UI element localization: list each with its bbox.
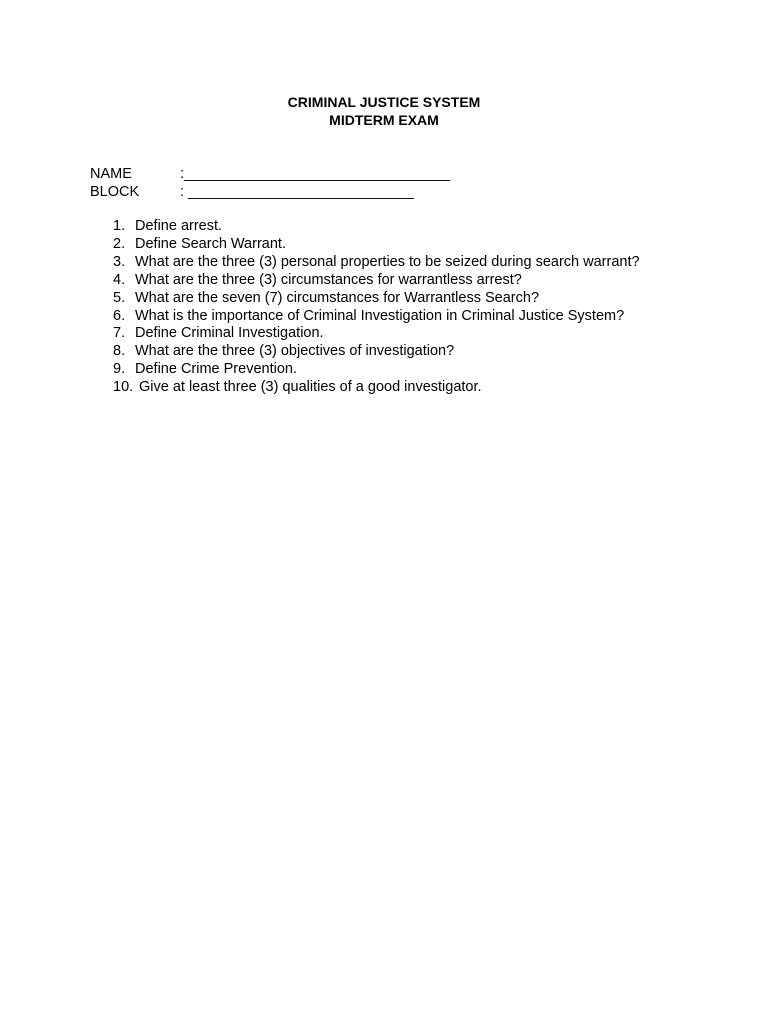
block-field bbox=[90, 183, 450, 201]
question-text: Define arrest. bbox=[135, 218, 223, 234]
question-number: 6. bbox=[113, 307, 126, 324]
title-line-exam: MIDTERM EXAM bbox=[329, 112, 439, 128]
question-item bbox=[113, 254, 640, 272]
name-blank: :_________________________________ bbox=[180, 166, 451, 182]
question-item bbox=[113, 361, 640, 379]
question-text: Give at least three (3) qualities of a good investigator. bbox=[139, 379, 482, 396]
question-item bbox=[113, 343, 640, 361]
question-number: 7. bbox=[113, 325, 126, 342]
question-text: What are the three (3) objectives of investigation? bbox=[135, 343, 455, 360]
question-item bbox=[113, 272, 640, 290]
question-item bbox=[113, 379, 640, 397]
question-number: 1. bbox=[113, 218, 126, 234]
block-label: BLOCK bbox=[90, 184, 140, 200]
question-number: 5. bbox=[113, 289, 126, 306]
question-text: What are the three (3) personal properties to be seized during search warrant? bbox=[135, 253, 640, 270]
question-item bbox=[113, 236, 640, 254]
question-item bbox=[113, 218, 640, 236]
title-line-course: CRIMINAL JUSTICE SYSTEM bbox=[287, 94, 481, 110]
question-item bbox=[113, 290, 640, 308]
question-number: 4. bbox=[113, 271, 126, 288]
name-field bbox=[90, 165, 450, 183]
question-number: 3. bbox=[113, 253, 126, 270]
question-text: Define Criminal Investigation. bbox=[135, 325, 324, 342]
block-blank: : ____________________________ bbox=[180, 184, 414, 200]
question-item bbox=[113, 325, 640, 343]
student-info-fields bbox=[90, 165, 450, 201]
question-text: What is the importance of Criminal Investigation in Criminal Justice System? bbox=[135, 307, 625, 324]
question-item bbox=[113, 308, 640, 326]
question-list bbox=[113, 218, 640, 397]
question-number: 2. bbox=[113, 235, 126, 252]
name-label: NAME bbox=[90, 166, 132, 182]
question-text: Define Search Warrant. bbox=[135, 235, 286, 252]
question-number: 9. bbox=[113, 361, 126, 378]
question-text: What are the seven (7) circumstances for Warrantless Search? bbox=[135, 289, 540, 306]
question-text: Define Crime Prevention. bbox=[135, 361, 297, 378]
question-text: What are the three (3) circumstances for warrantless arrest? bbox=[135, 271, 522, 288]
exam-title bbox=[0, 93, 768, 129]
question-number: 8. bbox=[113, 343, 126, 360]
question-number: 10. bbox=[113, 379, 134, 396]
